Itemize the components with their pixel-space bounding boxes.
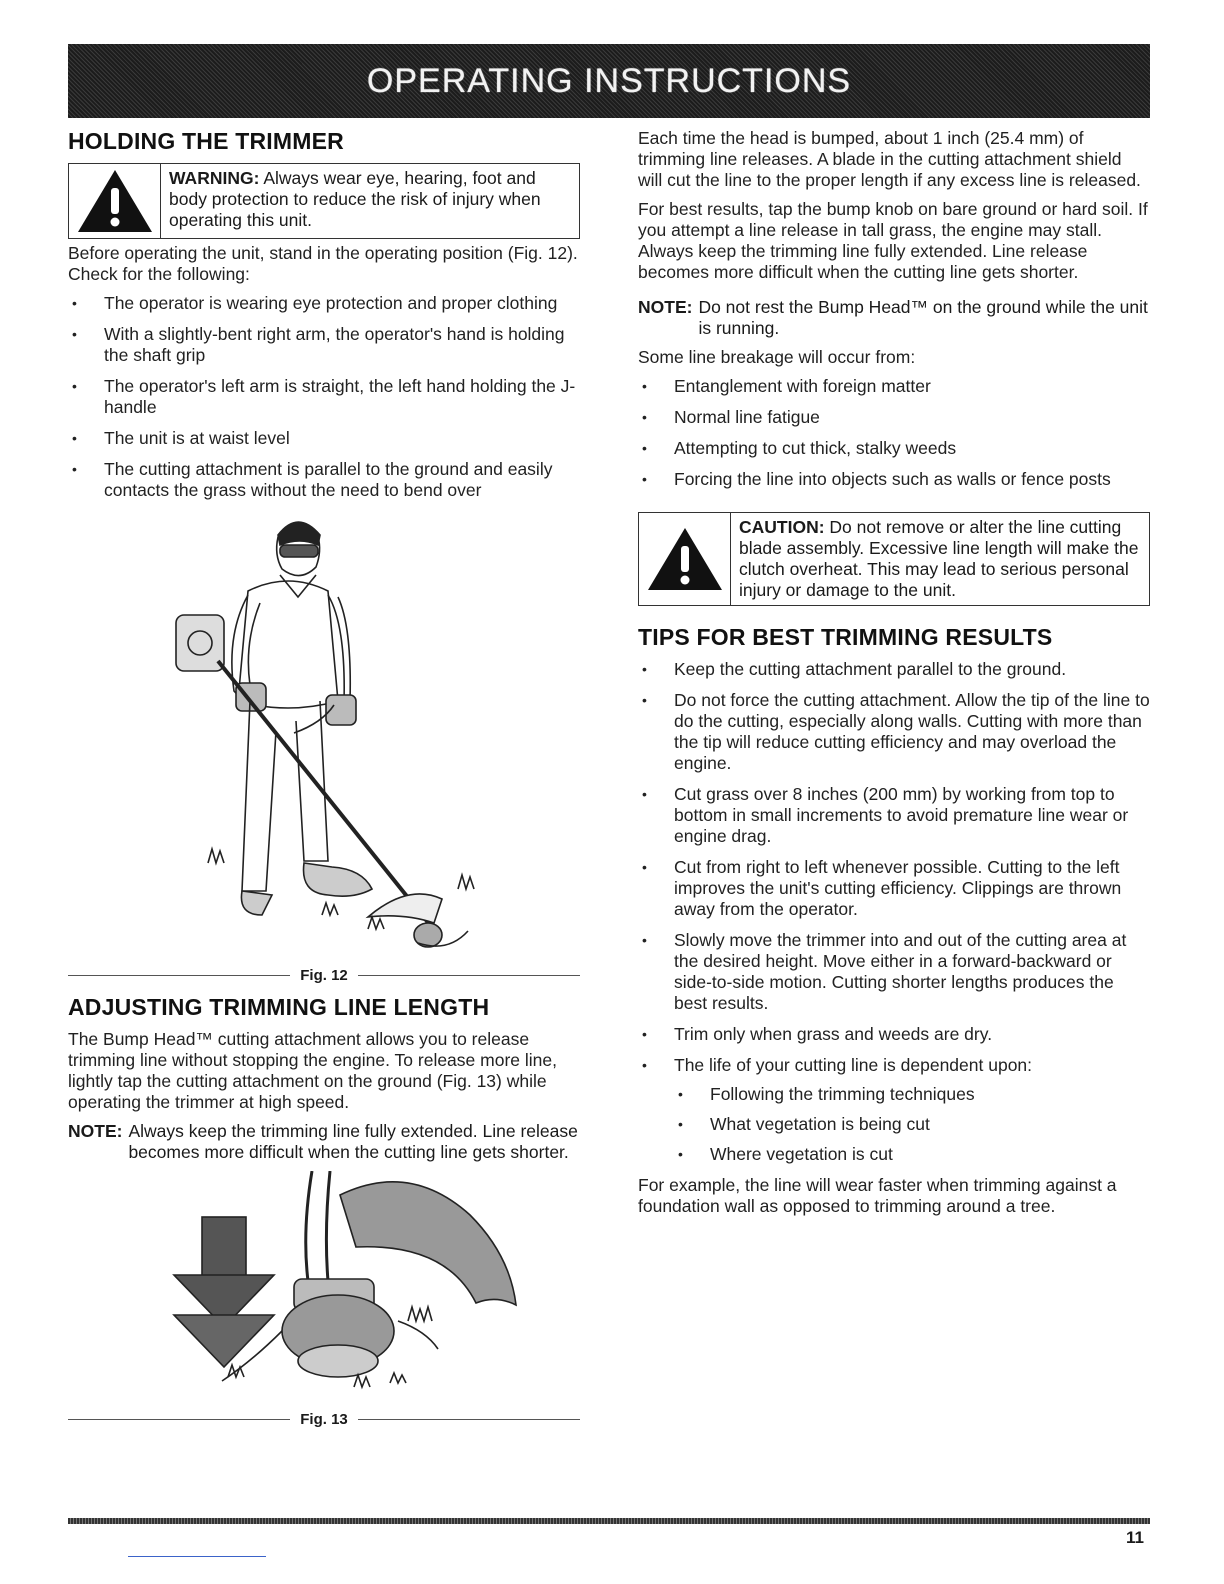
figure-12: [68, 511, 580, 963]
list-item: • The unit is at waist level: [68, 428, 580, 449]
list-item-text: The life of your cutting line is dependent upon:: [674, 1055, 1033, 1075]
caption-rule-left: [68, 1419, 290, 1420]
list-item: • Trim only when grass and weeds are dry.: [638, 1024, 1150, 1045]
holding-heading: HOLDING THE TRIMMER: [68, 128, 344, 154]
figure-13: [68, 1171, 580, 1407]
list-item: [638, 1055, 1150, 1165]
caution-icon-cell: [639, 513, 731, 605]
figure-12-caption: [68, 967, 580, 984]
footer-rule: [68, 1518, 1150, 1524]
tips-heading: TIPS FOR BEST TRIMMING RESULTS: [638, 624, 1053, 650]
caption-rule-left: [68, 975, 290, 976]
list-item: • Do not force the cutting attachment. Allow the tip of the line to do the cutting, especially along walls. Cutting with more than the tip will reduce cutting efficiency and may overload the engine.: [638, 690, 1150, 774]
list-item: • Keep the cutting attachment parallel to the ground.: [638, 659, 1150, 680]
note-label: NOTE:: [638, 297, 693, 317]
caption-rule-right: [358, 975, 580, 976]
warning-text: [161, 164, 579, 238]
warning-body: Always wear eye, hearing, foot and body protection to reduce the risk of injury when operating this unit.: [169, 168, 541, 230]
list-item: • Attempting to cut thick, stalky weeds: [638, 438, 1150, 459]
caution-box: [638, 512, 1150, 606]
caption-rule-right: [358, 1419, 580, 1420]
bump-release-paragraph: Each time the head is bumped, about 1 inch (25.4 mm) of trimming line releases. A blade in the cutting attachment shield will cut the line to the proper length if any excess line is released.: [638, 128, 1141, 190]
breakage-list: [638, 376, 1150, 490]
section-banner: [68, 44, 1150, 118]
list-item: • Slowly move the trimmer into and out of the cutting area at the desired height. Move either in a forward-backward or side-to-side motion. Cutting shorter lengths produces the best results.: [638, 930, 1150, 1014]
list-item: • The operator is wearing eye protection and proper clothing: [68, 293, 580, 314]
line-life-sublist: [674, 1084, 1150, 1165]
caution-text: [731, 513, 1149, 605]
adjusting-note: [68, 1121, 580, 1163]
figure-12-label: Fig. 12: [300, 967, 348, 984]
breakage-intro: Some line breakage will occur from:: [638, 347, 916, 367]
note-text: Always keep the trimming line fully extended. Line release becomes more difficult when the cutting line gets shorter.: [128, 1121, 578, 1162]
warning-icon-cell: [69, 164, 161, 238]
tips-list: [638, 659, 1150, 1165]
best-results-paragraph: For best results, tap the bump knob on bare ground or hard soil. If you attempt a line release in tall grass, the engine may stall. Always keep the trimming line fully extended. Line release becomes more difficult when the cutting line gets shorter.: [638, 199, 1148, 282]
list-item: • Normal line fatigue: [638, 407, 1150, 428]
list-item: • With a slightly-bent right arm, the operator's hand is holding the shaft grip: [68, 324, 580, 366]
page-number: 11: [1126, 1528, 1144, 1547]
caution-body: Do not remove or alter the line cutting blade assembly. Excessive line length will make the clutch overheat. This may lead to serious personal injury or damage to the unit.: [739, 517, 1139, 600]
list-item: • The operator's left arm is straight, the left hand holding the J-handle: [68, 376, 580, 418]
footer-accent-line: [128, 1556, 266, 1557]
sub-list-item: • What vegetation is being cut: [674, 1114, 1150, 1135]
operator-trimmer-illustration: [68, 511, 580, 963]
caution-lead: CAUTION:: [739, 517, 825, 537]
list-item: • Forcing the line into objects such as walls or fence posts: [638, 469, 1150, 490]
note-label: NOTE:: [68, 1121, 123, 1141]
holding-checklist: [68, 293, 580, 501]
list-item: • Cut grass over 8 inches (200 mm) by working from top to bottom in small increments to avoid premature line wear or engine drag.: [638, 784, 1150, 847]
figure-13-caption: [68, 1411, 580, 1428]
left-column: [68, 128, 580, 1438]
adjusting-body: The Bump Head™ cutting attachment allows you to release trimming line without stopping the engine. To release more line, lightly tap the cutting attachment on the ground (Fig. 13) while operating the trimmer at high speed.: [68, 1029, 557, 1112]
warning-triangle-icon: [76, 168, 154, 234]
bump-head-illustration: [68, 1171, 580, 1407]
tips-closing: For example, the line will wear faster when trimming against a foundation wall as opposed to trimming around a tree.: [638, 1175, 1117, 1216]
sub-list-item: • Where vegetation is cut: [674, 1144, 1150, 1165]
list-item: • Cut from right to left whenever possible. Cutting to the left improves the unit's cutting efficiency. Clippings are thrown away from the operator.: [638, 857, 1150, 920]
bump-head-note: [638, 297, 1150, 339]
banner-title: OPERATING INSTRUCTIONS: [366, 61, 852, 100]
holding-intro: Before operating the unit, stand in the operating position (Fig. 12). Check for the following:: [68, 243, 578, 284]
adjusting-heading: ADJUSTING TRIMMING LINE LENGTH: [68, 994, 490, 1020]
figure-13-label: Fig. 13: [300, 1411, 348, 1428]
right-column: [638, 128, 1150, 1225]
warning-lead: WARNING:: [169, 168, 260, 188]
note-text: Do not rest the Bump Head™ on the ground while the unit is running.: [698, 297, 1148, 338]
list-item: • Entanglement with foreign matter: [638, 376, 1150, 397]
list-item: • The cutting attachment is parallel to the ground and easily contacts the grass without the need to bend over: [68, 459, 580, 501]
sub-list-item: • Following the trimming techniques: [674, 1084, 1150, 1105]
warning-box: [68, 163, 580, 239]
caution-triangle-icon: [646, 526, 724, 592]
